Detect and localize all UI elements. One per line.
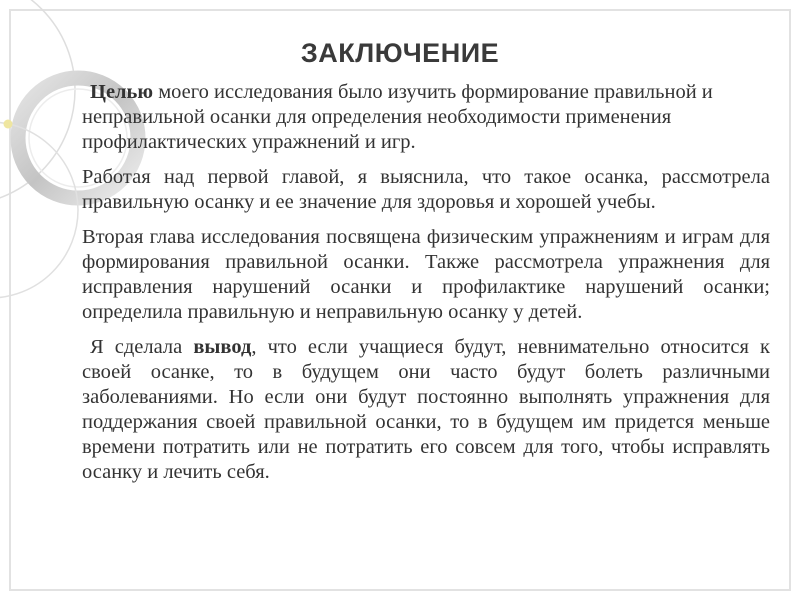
paragraph-goal (82, 80, 770, 155)
goal-keyword: Целью (90, 81, 154, 103)
paragraph-chapter-two: Вторая глава исследования посвящена физическим упражнениям и играм для формирования правильной осанки. Также рассмотрела упражнения для исправления нарушений осанки и профилактике нарушений осанки; определила правильную и неправильную осанку у детей. (82, 226, 770, 323)
slide-title: ЗАКЛЮЧЕНИЕ (300, 38, 500, 68)
decor-accent-dot (4, 120, 13, 129)
paragraph-conclusion (82, 335, 770, 485)
paragraph-chapter-one: Работая над первой главой, я выяснила, что такое осанка, рассмотрела правильную осанку и ее значение для здоровья и хорошей учебы. (82, 166, 770, 213)
conclusion-keyword: вывод (193, 336, 252, 358)
slide-body (82, 80, 770, 485)
conclusion-text-before: Я сделала (90, 336, 194, 358)
conclusion-text-after: , что если учащиеся будут, невнимательно относится к своей осанке, то в будущем они часто будут болеть различными заболеваниями. Но если они будут постоянно выполнять упражнения для поддержания своей правильной осанки, то в будущем им придется меньше времени потратить или не потратить его совсем для того, чтобы исправлять осанку и лечить себя. (82, 336, 770, 483)
goal-text: моего исследования было изучить формирование правильной и неправильной осанки для определения необходимости применения профилактических упражнений и игр. (82, 81, 713, 153)
